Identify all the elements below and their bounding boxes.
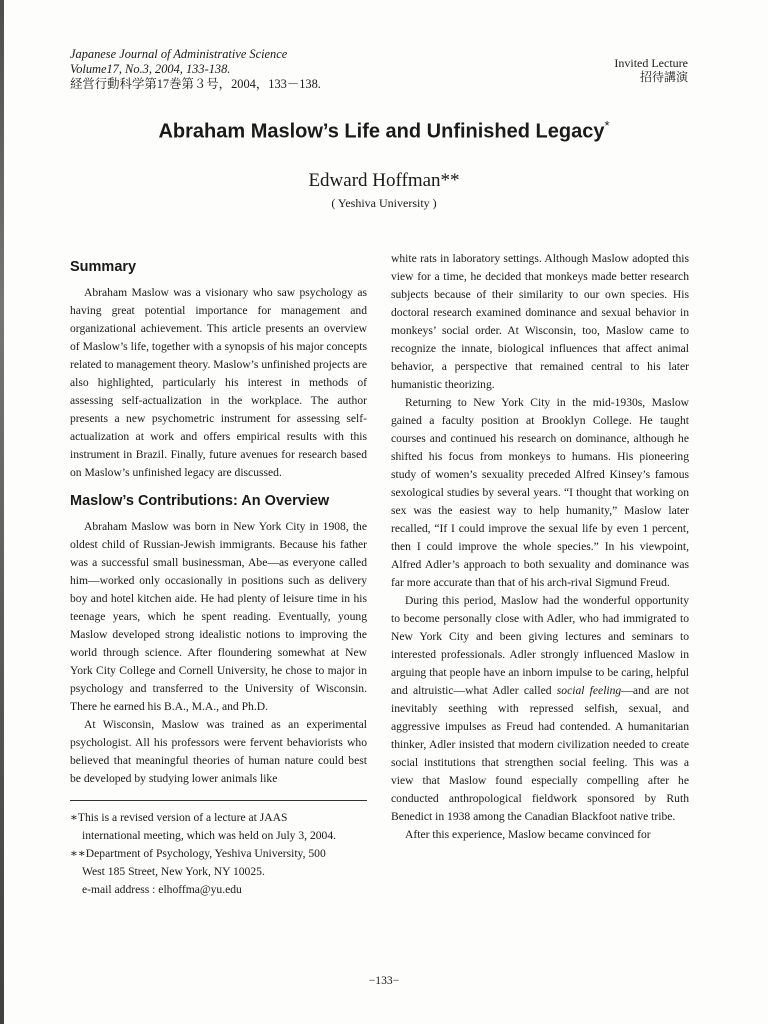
journal-citation bbox=[70, 47, 321, 92]
footnote-2-email: e-mail address : elhoffma@yu.edu bbox=[82, 883, 242, 896]
paper-title-text: Abraham Maslow’s Life and Unfinished Legacy bbox=[158, 120, 605, 143]
footnote-1-line-2: international meeting, which was held on July 3, 2004. bbox=[82, 829, 337, 842]
body-paragraph-brooklyn: Returning to New York City in the mid-1930s, Maslow gained a faculty position at Brooklyn College. He taught courses and continued his research on dominance, although he shifted his focus from monkeys to humans. His pioneering study of women’s sexuality preceded Alfred Kinsey’s famous sexological studies by several years. “I thought that working on sex was the easiest way to help humanity,” Maslow later recalled, “If I could improve the sexual life by even 1 percent, then I could improve the whole species.” In his viewpoint, Alfred Adler’s approach to both sexuality and dominance was far more accurate than that of his arch-rival Sigmund Freud. bbox=[391, 396, 689, 589]
author-affiliation: ( Yeshiva University ) bbox=[331, 196, 437, 210]
body-paragraph-adler bbox=[391, 592, 689, 826]
footnote-1-line-1: ∗This is a revised version of a lecture at JAAS bbox=[70, 811, 288, 824]
social-feeling-term: social feeling bbox=[556, 684, 622, 697]
article-type-ja: 招待講演 bbox=[639, 70, 688, 84]
title-footnote-mark: * bbox=[604, 118, 610, 133]
footnote-2-line-2: West 185 Street, New York, NY 10025. bbox=[82, 865, 265, 878]
left-column bbox=[70, 258, 367, 899]
overview-paragraph-1: Abraham Maslow was born in New York City in 1908, the oldest child of Russian-Jewish immigrants. Because his father was a successful small businessman, Abe—as everyone called him—worked only occasionally in positions such as delivery boy and hotel kitchen aide. He had plenty of leisure time in his teenage years, which he spent reading. Eventually, young Maslow developed strong idealistic notions to improving the world through science. After floundering somewhat at New York City College and Cornell University, he chose to major in psychology and transferred to the University of Wisconsin. There he earned his B.A., M.A., and Ph.D. bbox=[70, 520, 367, 713]
footnote-2 bbox=[70, 845, 367, 899]
journal-volume: Volume17, No.3, 2004, 133-138. bbox=[70, 62, 231, 76]
journal-citation-ja: 経営行動科学第17巻第３号，2004，133－138. bbox=[70, 77, 321, 91]
adler-text-after: —and are not inevitably seething with repressed selfish, sexual, and aggressive impulses as Freud had contended. A humanitarian thinker, Adler insisted that modern civilization needed to create social institutions that strengthen social feeling. This was a view that Maslow found especially compelling after he conducted anthropological fieldwork sponsored by Ruth Benedict in 1938 among the Canadian Blackfoot native tribe. bbox=[391, 684, 689, 823]
author-name: Edward Hoffman** bbox=[308, 170, 460, 191]
page-number: −133− bbox=[368, 974, 400, 987]
scan-edge bbox=[0, 0, 4, 1024]
summary-paragraph: Abraham Maslow was a visionary who saw psychology as having great potential importance for management and organizational achievement. This article presents an overview of Maslow’s life, together with a synopsis of his major concepts related to management theory. Maslow’s unfinished projects are also highlighted, particularly his interest in methods of assessing self-actualization in the workplace. The author presents a new psychometric instrument for assessing self-actualization at work and offers empirical results with this instrument in Brazil. Finally, future avenues for research based on Maslow’s unfinished legacy are discussed. bbox=[70, 286, 367, 479]
footnote-1 bbox=[70, 809, 367, 845]
footnote-divider bbox=[70, 800, 367, 801]
paper-title bbox=[0, 118, 768, 144]
right-column bbox=[391, 250, 689, 844]
body-paragraph-continued: white rats in laboratory settings. Although Maslow adopted this view for a time, he decided that monkeys made better research subjects because of their similarity to our own species. His doctoral research examined dominance and sexual behavior in monkeys’ social order. At Wisconsin, too, Maslow came to recognize the innate, biological influences that affect animal behavior, a perspective that remained central to his later humanistic theorizing. bbox=[391, 252, 689, 391]
article-type-en: Invited Lecture bbox=[614, 56, 688, 70]
journal-name: Japanese Journal of Administrative Science bbox=[70, 47, 288, 61]
article-type bbox=[614, 56, 688, 84]
overview-heading: Maslow’s Contributions: An Overview bbox=[70, 493, 330, 509]
summary-heading: Summary bbox=[70, 259, 137, 275]
adler-text-before: During this period, Maslow had the wonderful opportunity to become personally close with Adler, who had immigrated to New York City and been giving lectures and seminars to interested professionals. Adler strongly influenced Maslow in arguing that people have an inborn impulse to be caring, helpful and altruistic—what Adler called bbox=[391, 594, 689, 697]
overview-paragraph-2: At Wisconsin, Maslow was trained as an experimental psychologist. All his professors were fervent behaviorists who believed that meaningful theories of human nature could best be developed by studying lower animals like bbox=[70, 718, 367, 785]
footnote-2-line-1: ∗∗Department of Psychology, Yeshiva University, 500 bbox=[70, 847, 326, 860]
body-paragraph-after: After this experience, Maslow became convinced for bbox=[405, 828, 651, 841]
